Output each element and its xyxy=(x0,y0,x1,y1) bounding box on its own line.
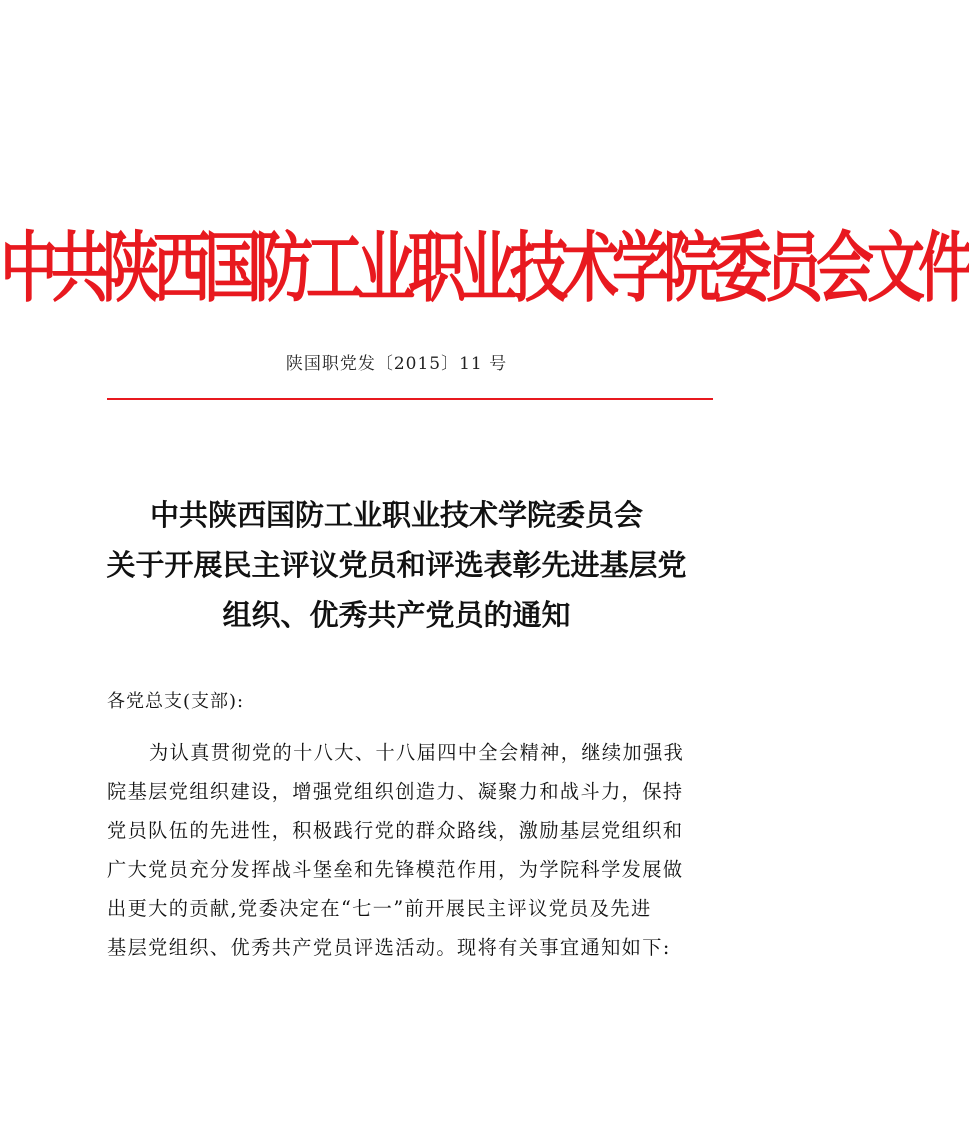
document-masthead: 中共陕西国防工业职业技术学院委员会文件 xyxy=(0,223,969,313)
body-line-1: 为认真贯彻党的十八大、十八届四中全会精神，继续加强我 xyxy=(149,741,685,764)
body-paragraph xyxy=(107,733,697,967)
body-line-5: 出更大的贡献,党委决定在“七一”前开展民主评议党员及先进 xyxy=(107,897,652,920)
body-line-4: 广大党员充分发挥战斗堡垒和先锋模范作用，为学院科学发展做 xyxy=(107,858,684,881)
body-line-6: 基层党组织、优秀共产党员评选活动。现将有关事宜通知如下: xyxy=(107,936,671,959)
document-number: 陕国职党发〔2015〕11 号 xyxy=(285,354,508,374)
notice-title-line-1: 中共陕西国防工业职业技术学院委员会 xyxy=(149,498,643,532)
notice-title xyxy=(0,490,793,640)
notice-title-line-2: 关于开展民主评议党员和评选表彰先进基层党 xyxy=(106,548,687,582)
salutation: 各党总支(支部): xyxy=(107,691,245,712)
notice-title-line-3: 组织、优秀共产党员的通知 xyxy=(222,598,571,632)
red-divider-line xyxy=(107,398,713,400)
body-line-2: 院基层党组织建设，增强党组织创造力、凝聚力和战斗力，保持 xyxy=(107,780,684,803)
body-line-3: 党员队伍的先进性，积极践行党的群众路线，激励基层党组织和 xyxy=(107,819,684,842)
